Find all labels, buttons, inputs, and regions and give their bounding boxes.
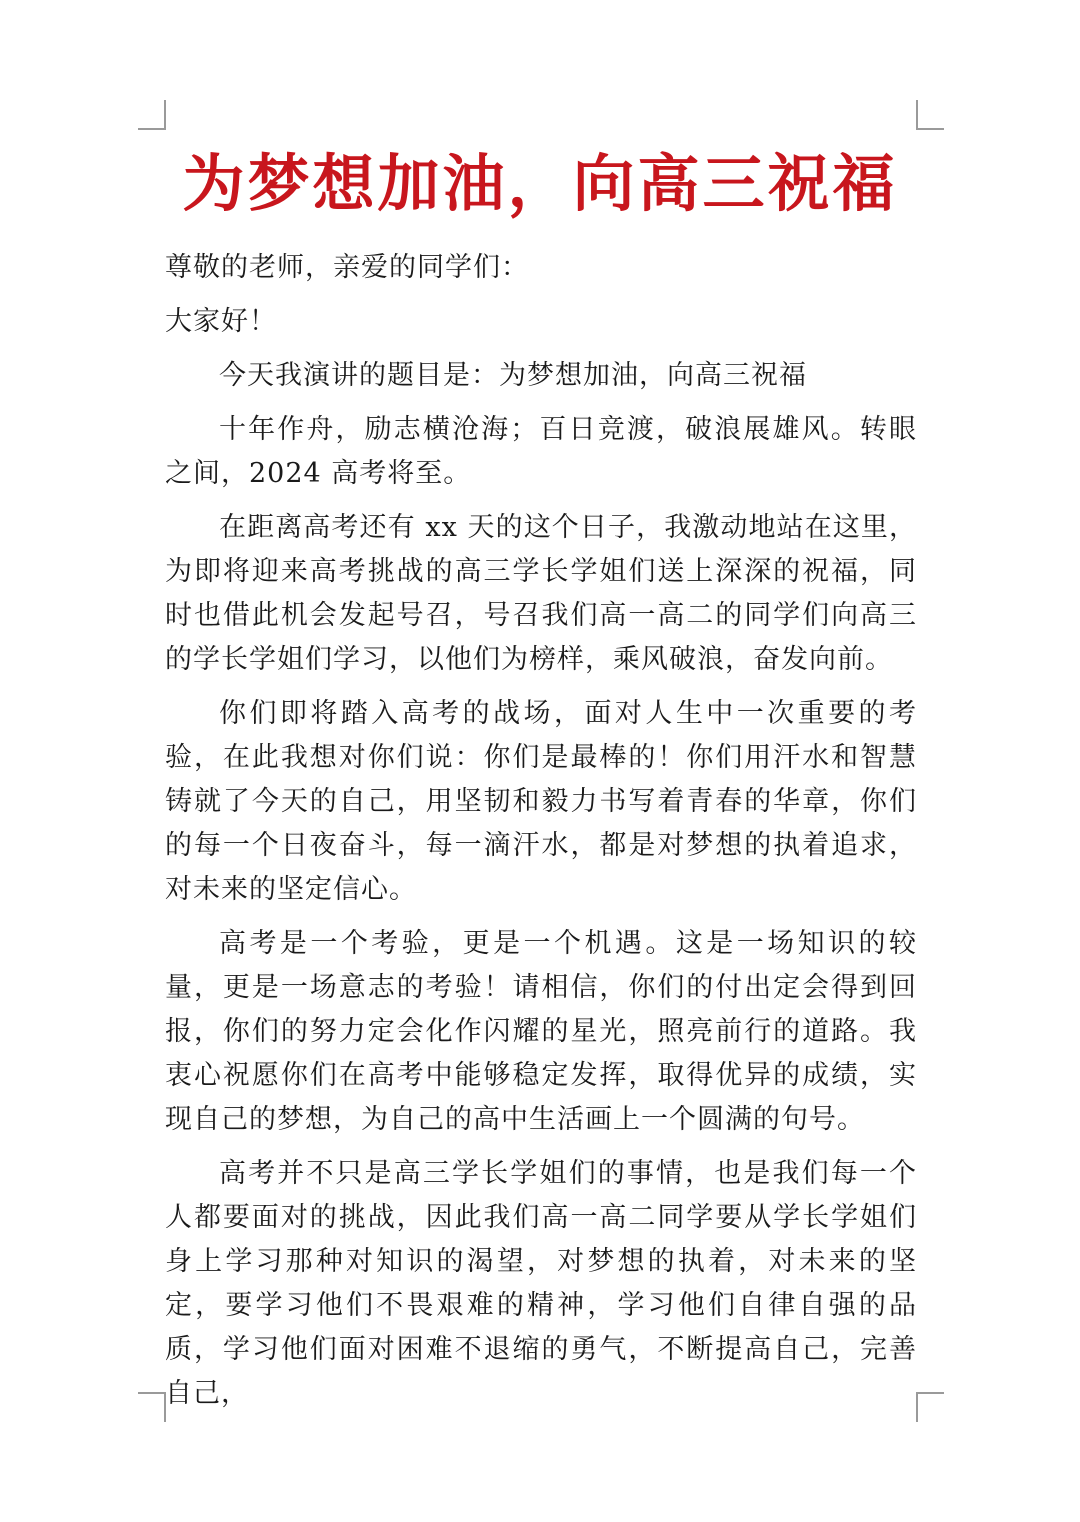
page-corner-mark-top-right [916, 100, 944, 130]
page-corner-mark-bottom-right [916, 1392, 944, 1422]
page-corner-mark-top-left [138, 100, 166, 130]
paragraph-learning: 高考并不只是高三学长学姐们的事情，也是我们每一个人都要面对的挑战，因此我们高一高二同学要从学长学姐们身上学习那种对知识的渴望，对梦想的执着，对未来的坚定，要学习他们不畏艰难的精神，学习他们自律自强的品质，学习他们面对困难不退缩的勇气，不断提高自己，完善自己， [165, 1158, 917, 1409]
paragraph-opportunity: 高考是一个考验，更是一个机遇。这是一场知识的较量，更是一场意志的考验！请相信，你们的付出定会得到回报，你们的努力定会化作闪耀的星光，照亮前行的道路。我衷心祝愿你们在高考中能够稳定发挥，取得优异的成绩，实现自己的梦想，为自己的高中生活画上一个圆满的句号。 [165, 928, 917, 1135]
paragraph-salutation: 尊敬的老师，亲爱的同学们： [165, 252, 529, 283]
document-title: 为梦想加油，向高三祝福 [182, 147, 898, 220]
page-corner-mark-bottom-left [138, 1392, 166, 1422]
paragraph-encouragement: 你们即将踏入高考的战场，面对人生中一次重要的考验，在此我想对你们说：你们是最棒的！你们用汗水和智慧铸就了今天的自己，用坚韧和毅力书写着青春的华章，你们的每一个日夜奋斗，每一滴汗水，都是对梦想的执着追求，对未来的坚定信心。 [165, 698, 917, 905]
paragraph-greeting: 大家好！ [165, 306, 277, 337]
document-body [165, 246, 917, 1426]
paragraph-intro: 十年作舟，励志横沧海；百日竞渡，破浪展雄风。转眼之间，2024 高考将至。 [165, 414, 917, 489]
paragraph-blessing: 在距离高考还有 xx 天的这个日子，我激动地站在这里，为即将迎来高考挑战的高三学长学姐们送上深深的祝福，同时也借此机会发起号召，号召我们高一高二的同学们向高三的学长学姐们学习，以他们为榜样，乘风破浪，奋发向前。 [165, 512, 917, 675]
paragraph-topic: 今天我演讲的题目是：为梦想加油，向高三祝福 [219, 360, 807, 391]
